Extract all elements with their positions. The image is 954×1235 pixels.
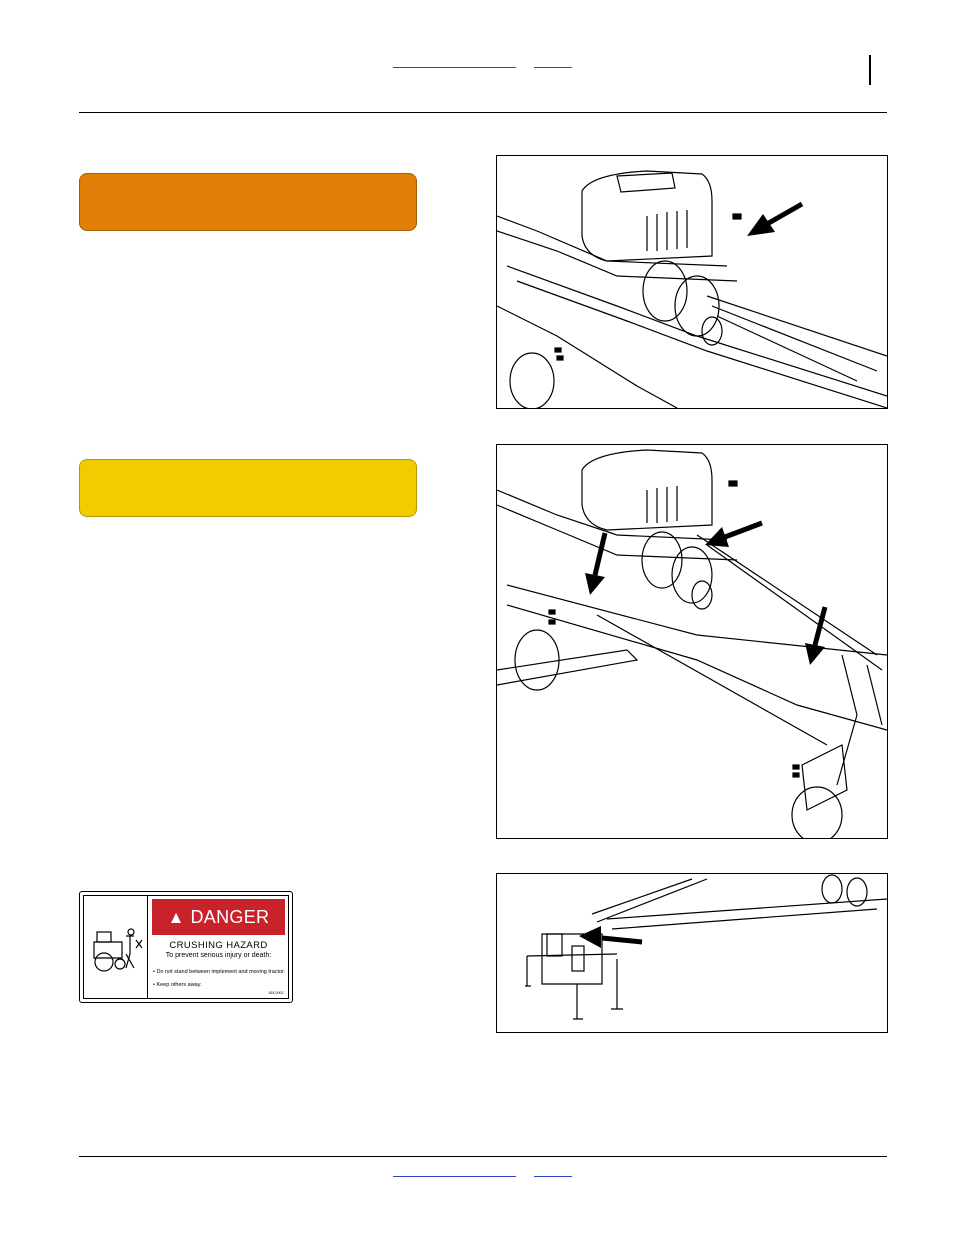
crushing-pictogram-icon bbox=[84, 896, 148, 998]
page-number-bar bbox=[869, 55, 871, 85]
figure-decal-location-3 bbox=[496, 873, 888, 1033]
machine-illustration-2 bbox=[497, 445, 887, 838]
hazard-bullet-1: • Do not stand between implement and moving tractor. bbox=[153, 969, 286, 975]
figure-decal-location-2 bbox=[496, 444, 888, 839]
header-link-2[interactable] bbox=[534, 67, 572, 68]
footer-link-1[interactable] bbox=[393, 1176, 516, 1177]
hazard-title: CRUSHING HAZARD bbox=[169, 940, 268, 951]
warning-triangle-icon: ▲ bbox=[167, 907, 185, 927]
callout-arrow-1 bbox=[747, 204, 802, 236]
caution-band bbox=[79, 459, 417, 517]
callout-arrow-2b bbox=[705, 523, 762, 547]
decal-border bbox=[83, 895, 289, 999]
decal-part-code: 818-000C bbox=[268, 991, 284, 995]
callout-arrow-3 bbox=[579, 926, 642, 948]
hitch-illustration bbox=[497, 874, 887, 1032]
signal-word: DANGER bbox=[190, 906, 270, 927]
header-rule bbox=[79, 112, 887, 113]
footer-rule bbox=[79, 1156, 887, 1157]
figure-decal-location-1 bbox=[496, 155, 888, 409]
hazard-subtitle: To prevent serious injury or death: bbox=[165, 952, 272, 959]
danger-decal bbox=[79, 891, 293, 1003]
hazard-bullet-2: • Keep others away. bbox=[153, 982, 202, 988]
header-link-1[interactable] bbox=[393, 67, 516, 68]
machine-illustration-1 bbox=[497, 156, 887, 408]
danger-header bbox=[152, 899, 285, 935]
warning-band bbox=[79, 173, 417, 231]
footer-link-2[interactable] bbox=[534, 1176, 572, 1177]
callout-arrow-2c bbox=[805, 607, 825, 665]
